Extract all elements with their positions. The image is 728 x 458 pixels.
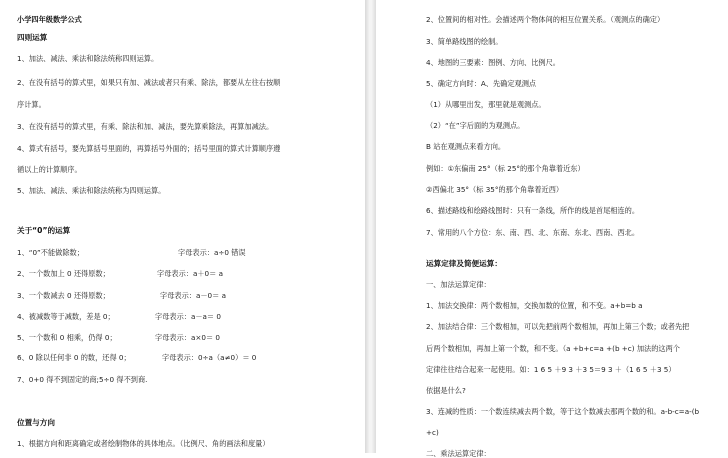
section-heading-laws: 运算定律及简便运算： <box>426 259 502 268</box>
text-line: 2、在没有括号的算式里，如果只有加、减法或者只有乘、除法，都要从左往右按顺 <box>17 78 281 87</box>
section-heading-position: 位置与方向 <box>17 418 55 427</box>
formula: 字母表示：a＋0＝ a <box>157 269 223 278</box>
formula: 字母表示：0÷a（a≠0）＝ 0 <box>162 353 257 362</box>
text-line: 1、根据方向和距离确定或者绘制物体的具体地点。（比例尺、角的画法和度量） <box>17 439 270 448</box>
text-line: 3、简单路线图的绘制。 <box>426 37 503 46</box>
text-line: 序计算。 <box>17 100 46 109</box>
text-line: ②西偏北 35°（标 35°的那个角靠着近西） <box>426 185 564 194</box>
formula: 字母表示：a×0＝ 0 <box>155 333 220 342</box>
list-item: 1、“0”不能做除数； <box>17 248 84 257</box>
text-line: 3、连减的性质：一个数连续减去两个数，等于这个数减去那两个数的和。a-b-c=a-(b <box>426 407 700 416</box>
section-heading-zero: 关于“0”的运算 <box>17 226 71 235</box>
formula: 字母表示：a－a＝ 0 <box>155 312 221 321</box>
list-item: 2、一个数加上 0 还得原数； <box>17 269 110 278</box>
list-item: 5、一个数和 0 相乘，仍得 0； <box>17 333 117 342</box>
text-line: 循以上的计算顺序。 <box>17 165 82 174</box>
text-line: 4、地图的三要素：图例、方向、比例尺。 <box>426 58 560 67</box>
text-line: （2）“在”字后面的为观测点。 <box>426 121 525 130</box>
formula: 字母表示：a÷0 错误 <box>178 248 246 257</box>
page-gutter <box>365 0 376 453</box>
text-line: 2、位置间的相对性。会描述两个物体间的相互位置关系。（观测点的确定） <box>426 15 665 24</box>
text-line: 1、加法交换律：两个数相加，交换加数的位置，和不变。a+b=b a <box>426 301 643 310</box>
text-line: 2、加法结合律：三个数相加，可以先把前两个数相加，再加上第三个数；或者先把 <box>426 322 690 331</box>
text-line: 二、乘法运算定律： <box>426 449 491 458</box>
text-line: 定律往往结合起来一起使用。如：1 6 5 ＋9 3 ＋3 5＝9 3 ＋（1 6 5 ＋3 5） <box>426 365 676 374</box>
section-heading-four-operations: 四则运算 <box>17 33 48 42</box>
document-page-left <box>0 0 365 453</box>
list-item: 6、0 除以任何非 0 的数，还得 0； <box>17 353 131 362</box>
text-line: 一、加法运算定律： <box>426 280 491 289</box>
text-line: 7、0+0 得不到固定的商;5÷0 得不到商. <box>17 375 148 384</box>
text-line: 5、加法、减法、乘法和除法统称为四则运算。 <box>17 186 166 195</box>
list-item: 3、一个数减去 0 还得原数； <box>17 291 110 300</box>
text-line: 后两个数相加，再加上第一个数，和不变。（a +b+c=a +(b +c) 加法的这两个 <box>426 344 680 353</box>
text-line: 6、描述路线和绘路线图时：只有一条线，所作的线是首尾相连的。 <box>426 206 640 215</box>
document-page-right <box>376 0 728 458</box>
text-line: B 站在观测点来看方向。 <box>426 142 506 151</box>
text-line: +c) <box>426 428 439 437</box>
text-line: 依据是什么? <box>426 386 466 395</box>
text-line: 4、算式有括号，要先算括号里面的，再算括号外面的；括号里面的算式计算顺序遵 <box>17 144 281 153</box>
text-line: 1、加法、减法、乘法和除法统称四则运算。 <box>17 54 159 63</box>
formula: 字母表示：a－0＝ a <box>160 291 226 300</box>
text-line: （1）从哪里出发，那里就是观测点。 <box>426 100 546 109</box>
text-line: 7、常用的八个方位：东、南、西、北、东南、东北、西南、西北。 <box>426 228 640 237</box>
doc-title: 小学四年级数学公式 <box>17 15 82 24</box>
text-line: 例如：①东偏南 25°（标 25°的那个角靠着近东） <box>426 164 585 173</box>
text-line: 5、确定方向时：A、先确定观测点 <box>426 79 537 88</box>
list-item: 4、被减数等于减数，差是 0； <box>17 312 115 321</box>
text-line: 3、在没有括号的算式里，有乘、除法和加、减法，要先算乘除法，再算加减法。 <box>17 122 274 131</box>
